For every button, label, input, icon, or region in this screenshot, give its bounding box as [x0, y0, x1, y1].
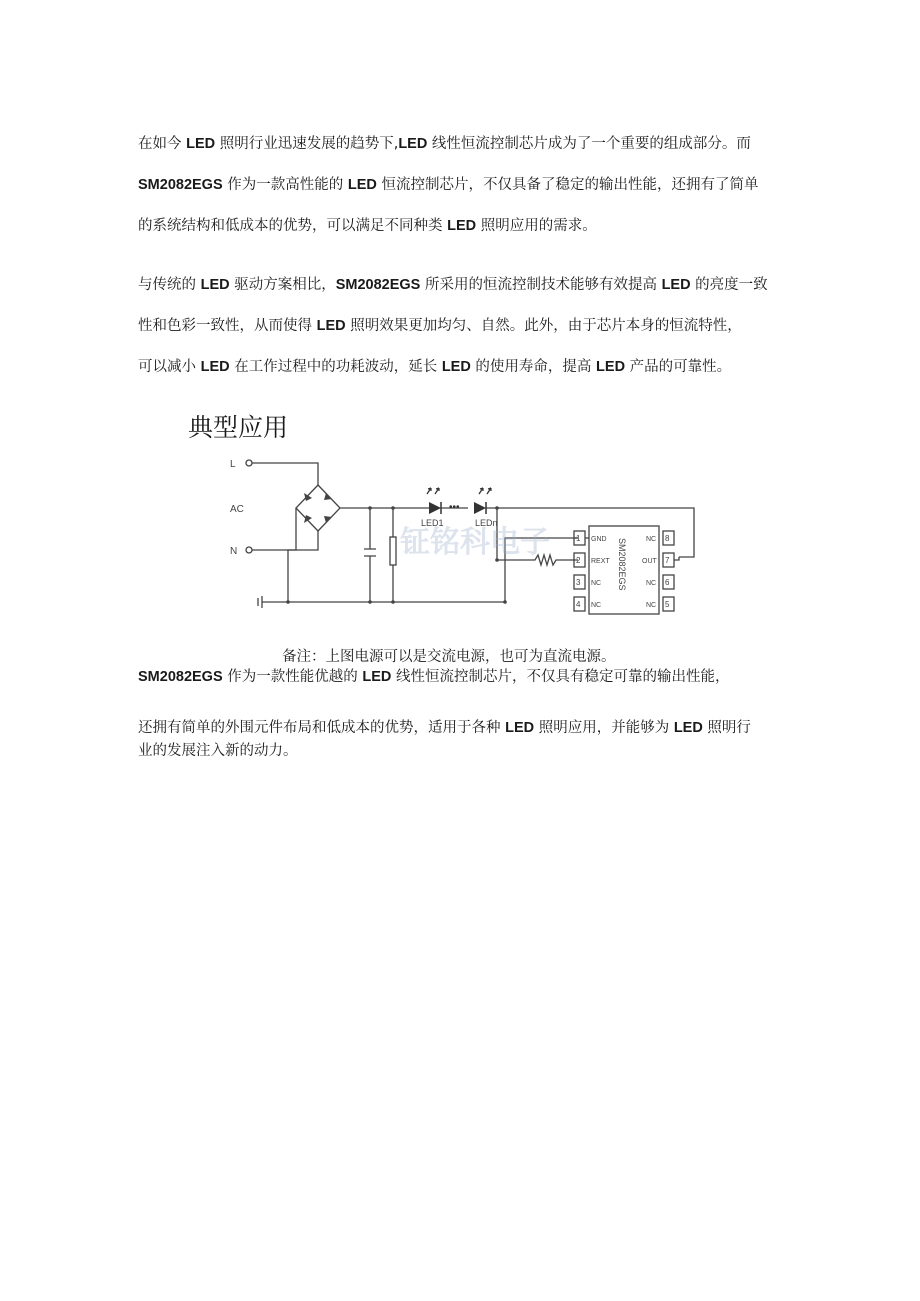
watermark: 钲铭科电子	[400, 526, 550, 559]
circuit-diagram	[205, 452, 705, 622]
pin-name: NC	[646, 580, 657, 587]
text-line: 业的发展注入新的动力。	[138, 743, 298, 759]
text-line: SM2082EGS 作为一款高性能的 LED 恒流控制芯片，不仅具备了稳定的输出性能，还拥有了简单	[138, 177, 759, 193]
label-n: N	[230, 546, 238, 557]
bridge-rectifier	[296, 485, 340, 531]
text-line: 的系统结构和低成本的优势，可以满足不同种类 LED 照明应用的需求。	[138, 218, 597, 234]
intro-paragraph	[138, 131, 783, 254]
pin-number: 5	[665, 600, 670, 609]
label-l: L	[230, 459, 236, 470]
terminal-n	[246, 547, 252, 553]
pin-number: 8	[665, 534, 670, 543]
diagram-caption: 备注：上图电源可以是交流电源，也可为直流电源。	[282, 649, 616, 665]
circuit-svg	[205, 452, 705, 622]
chip-label: SM2082EGS	[617, 538, 627, 591]
pin-name: NC	[591, 580, 602, 587]
advantages-paragraph	[138, 272, 783, 395]
pin-name: NC	[591, 602, 602, 609]
text-line: 在如今 LED 照明行业迅速发展的趋势下,LED 线性恒流控制芯片成为了一个重要的组成部分。而	[138, 136, 751, 152]
led1-icon	[427, 488, 441, 514]
pin-number: 3	[576, 578, 581, 587]
pin-number: 1	[576, 534, 581, 543]
section-heading: 典型应用	[188, 413, 289, 442]
terminal-l	[246, 460, 252, 466]
pin-number: 4	[576, 600, 581, 609]
pin-name: NC	[646, 536, 657, 543]
text-line: 与传统的 LED 驱动方案相比，SM2082EGS 所采用的恒流控制技术能够有效提高 LED 的亮度一致	[138, 277, 768, 293]
text-line: SM2082EGS 作为一款性能优越的 LED 线性恒流控制芯片，不仅具有稳定可靠的输出性能，	[138, 669, 730, 685]
label-ac: AC	[230, 504, 244, 515]
pin-name: NC	[646, 602, 657, 609]
conclusion-paragraph	[138, 664, 783, 761]
pin-name: GND	[591, 536, 607, 543]
pin-number: 6	[665, 578, 670, 587]
pin-number: 2	[576, 556, 581, 565]
pin-number: 7	[665, 556, 670, 565]
label-led1: LED1	[421, 518, 444, 528]
pin-name: OUT	[642, 558, 657, 565]
capacitor-icon	[364, 549, 376, 556]
text-line: 性和色彩一致性，从而使得 LED 照明效果更加均匀、自然。此外，由于芯片本身的恒流特性，	[138, 318, 742, 334]
text-line: 还拥有简单的外围元件布局和低成本的优势，适用于各种 LED 照明应用，并能够为 LED 照明行	[138, 720, 751, 736]
ground-icon	[258, 596, 262, 608]
ledn-icon	[474, 488, 491, 514]
pin-name: REXT	[591, 558, 610, 565]
led-ellipsis: •••	[449, 502, 460, 513]
resistor-icon	[390, 537, 396, 565]
label-ledn: LEDn	[475, 518, 498, 528]
text-line: 可以减小 LED 在工作过程中的功耗波动，延长 LED 的使用寿命，提高 LED 产品的可靠性。	[138, 359, 732, 375]
